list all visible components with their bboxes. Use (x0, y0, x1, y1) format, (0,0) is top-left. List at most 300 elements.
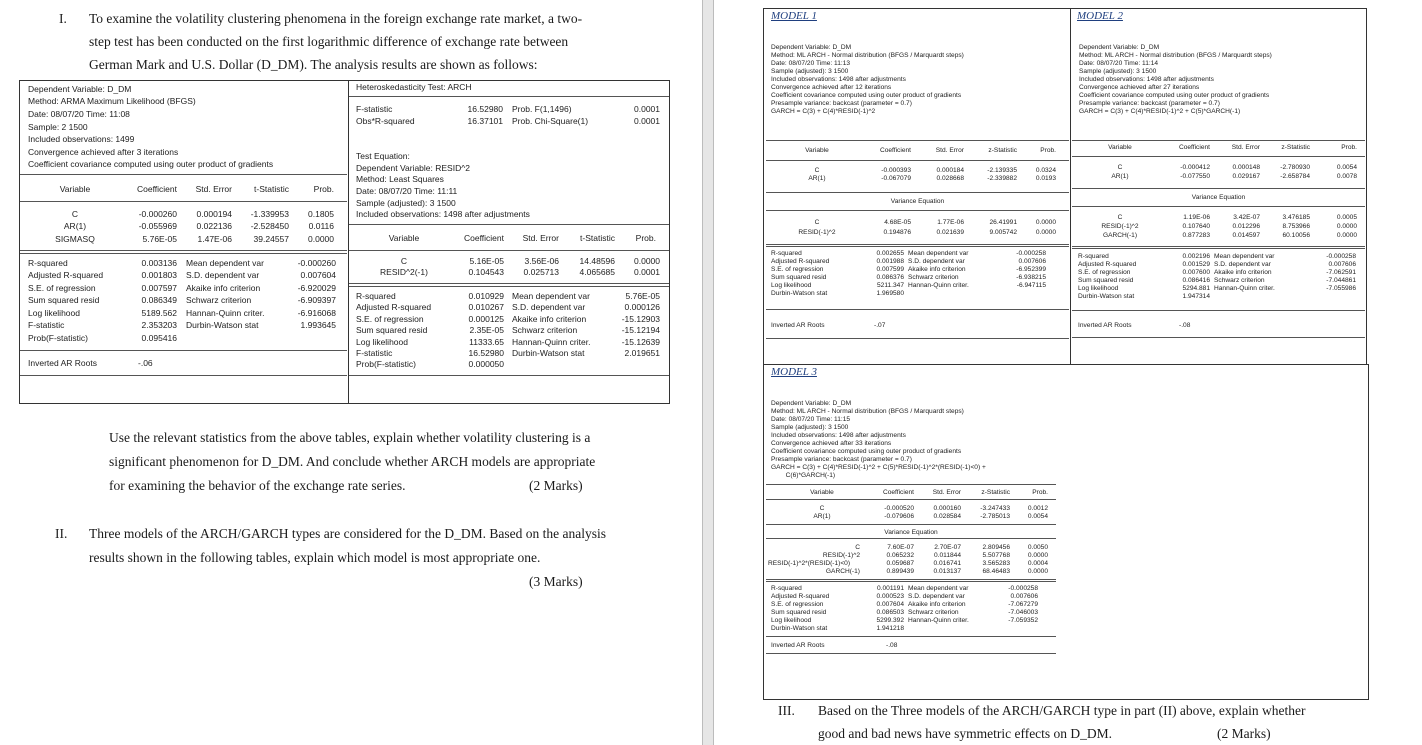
stat-value: -6.909397 (297, 295, 336, 305)
table-rule (766, 140, 1069, 141)
table-cell: 0.028668 (936, 175, 964, 182)
stat-label: Durbin-Watson stat (512, 348, 585, 358)
column-header: Prob. (635, 233, 656, 243)
column-header: Std. Error (932, 489, 961, 496)
output-header-line: Dependent Variable: D_DM (771, 44, 852, 51)
stat-value: 0.007600 (1182, 269, 1210, 276)
output-header-line: GARCH = C(3) + C(4)*RESID(-1)^2 + C(5)*RESID(-1)^2*(RESID(-1)<0) + (771, 464, 986, 471)
table-cell: 3.565283 (982, 560, 1010, 567)
stat-value: 2.35E-05 (469, 325, 504, 335)
question-text-line: good and bad news have symmetric effects on D_DM. (818, 726, 1113, 741)
stat-label: Hannan-Quinn criter. (1214, 285, 1275, 292)
table-cell: -0.079606 (884, 513, 914, 520)
output-header-line: Method: ML ARCH - Normal distribution (BFGS / Marquardt steps) (771, 52, 964, 59)
table-cell: 0.000184 (936, 167, 964, 174)
table-cell: -0.000393 (881, 167, 911, 174)
test-value: 16.37101 (467, 116, 503, 126)
column-header: Variable (810, 489, 834, 496)
roots-value: -.07 (874, 322, 886, 329)
model-label: MODEL 2 (1077, 10, 1123, 22)
table-cell: GARCH(-1) (825, 568, 860, 575)
stat-value: -7.062591 (1326, 269, 1356, 276)
table-cell: 3.56E-06 (524, 256, 559, 266)
output-title: Heteroskedasticity Test: ARCH (356, 82, 472, 92)
stat-value: 0.086416 (1182, 277, 1210, 284)
table-cell: 9.005742 (989, 229, 1017, 236)
stat-value: 0.002196 (1182, 253, 1210, 260)
stat-label: Prob(F-statistic) (28, 333, 88, 343)
table-cell: 0.000148 (1232, 164, 1260, 171)
table-rule (349, 250, 669, 251)
stat-value: -6.947115 (1016, 282, 1046, 289)
table-rule (766, 484, 1056, 485)
stat-value: -0.000260 (297, 258, 336, 268)
table-cell: -0.000520 (884, 505, 914, 512)
table-rule (1072, 310, 1365, 311)
output-header-line: Sample (adjusted): 3 1500 (1079, 68, 1157, 75)
question-text-line: for examining the behavior of the exchange rate series. (109, 478, 406, 493)
table-cell: -2.339882 (987, 175, 1017, 182)
stat-value: 0.007597 (141, 283, 177, 293)
stat-label: Adjusted R-squared (771, 593, 830, 600)
column-header: Coefficient (879, 147, 911, 154)
table-cell: 0.0001 (634, 267, 660, 277)
roots-label: Inverted AR Roots (28, 358, 97, 368)
roots-label: Inverted AR Roots (771, 322, 825, 329)
table-cell: RESID^2(-1) (380, 267, 428, 277)
table-divider (348, 80, 349, 404)
table-cell: -1.339953 (250, 209, 289, 219)
column-header: Prob. (1032, 489, 1048, 496)
table-rule (20, 350, 347, 351)
stat-value: 1.993645 (300, 320, 336, 330)
stat-value: 11333.65 (469, 337, 504, 347)
table-cell: 0.0000 (634, 256, 660, 266)
stat-value: 16.52980 (468, 348, 504, 358)
table-cell: 0.0000 (1035, 229, 1056, 236)
column-header: Coefficient (463, 233, 504, 243)
stat-label: Schwarz criterion (512, 325, 578, 335)
column-header: Std. Error (1231, 144, 1260, 151)
table-cell: GARCH(-1) (1102, 232, 1138, 239)
model-label: MODEL 1 (771, 10, 817, 22)
table-cell: 0.107640 (1182, 223, 1210, 230)
stat-value: 5.76E-05 (625, 291, 660, 301)
table-cell: 0.0000 (1035, 219, 1056, 226)
table-cell: 4.68E-05 (884, 219, 911, 226)
column-header: Coefficient (882, 489, 914, 496)
stat-value: 0.002655 (876, 250, 904, 257)
stat-value: -6.952399 (1016, 266, 1046, 273)
table-cell: C (814, 219, 820, 226)
models-grid-top (763, 8, 1367, 365)
stat-label: Hannan-Quinn criter. (512, 337, 591, 347)
stat-label: S.E. of regression (356, 314, 424, 324)
model-label: MODEL 3 (771, 366, 817, 378)
stat-label: Schwarz criterion (1214, 277, 1265, 284)
column-header: Prob. (1040, 147, 1056, 154)
stat-value: 5294.881 (1182, 285, 1210, 292)
output-header-line: Included observations: 1498 after adjustments (771, 432, 906, 439)
table-cell: 1.19E-06 (1183, 214, 1210, 221)
table-cell: 0.0005 (1336, 214, 1357, 221)
page-gutter (702, 0, 714, 745)
table-rule (766, 499, 1056, 500)
stat-label: Mean dependent var (186, 258, 264, 268)
stat-value: 0.007604 (876, 601, 904, 608)
stat-label: Log likelihood (1078, 285, 1119, 292)
stat-value: 0.010929 (468, 291, 504, 301)
column-header: t-Statistic (580, 233, 615, 243)
stat-value: -7.067279 (1008, 601, 1038, 608)
table-rule (349, 286, 669, 287)
table-cell: 0.0000 (1336, 232, 1357, 239)
test-value: 0.0001 (634, 104, 660, 114)
table-cell: 0.0000 (1027, 568, 1048, 575)
marks-label: (2 Marks) (529, 478, 583, 493)
stat-label: S.E. of regression (771, 266, 824, 273)
stat-label: Log likelihood (28, 308, 80, 318)
roots-label: Inverted AR Roots (1078, 322, 1132, 329)
question-number: III. (778, 703, 795, 718)
table-rule (766, 636, 1056, 637)
stat-label: Hannan-Quinn criter. (908, 617, 969, 624)
table-cell: 0.0193 (1035, 175, 1056, 182)
stat-label: S.E. of regression (771, 601, 824, 608)
stat-value: 0.001988 (876, 258, 904, 265)
output-header-line: Date: 08/07/20 Time: 11:11 (356, 186, 458, 196)
output-header-line: Sample: 2 1500 (28, 122, 88, 132)
output-header-line: Coefficient covariance computed using outer product of gradients (771, 92, 962, 99)
stat-value: 2.019651 (624, 348, 660, 358)
stat-value: 0.007606 (1018, 258, 1046, 265)
stat-label: S.D. dependent var (512, 302, 586, 312)
stat-label: Sum squared resid (1078, 277, 1134, 284)
table-cell: 0.011844 (933, 552, 961, 559)
marks-label: (3 Marks) (529, 574, 583, 589)
table-cell: 4.065685 (579, 267, 615, 277)
test-label: F-statistic (356, 104, 393, 114)
table-cell: -2.780930 (1280, 164, 1310, 171)
table-rule (766, 538, 1056, 539)
stat-value: -7.059352 (1008, 617, 1038, 624)
table-rule (766, 581, 1056, 582)
stat-value: -15.12639 (621, 337, 660, 347)
table-cell: RESID(-1)^2 (822, 552, 860, 559)
table-cell: 0.194876 (883, 229, 911, 236)
table-cell: 2.70E-07 (934, 544, 961, 551)
stat-value: 0.001803 (141, 270, 177, 280)
test-value: 16.52980 (467, 104, 503, 114)
output-header-line: Dependent Variable: D_DM (771, 400, 852, 407)
table-cell: 0.029167 (1232, 173, 1260, 180)
table-rule (766, 246, 1069, 247)
table-cell: -2.785013 (980, 513, 1010, 520)
table-cell: -0.067079 (881, 175, 911, 182)
stat-label: Akaike info criterion (1214, 269, 1272, 276)
stat-value: -6.920029 (297, 283, 336, 293)
output-header-line: Presample variance: backcast (parameter = 0.7) (771, 456, 912, 463)
output-header-line: Included observations: 1499 (28, 134, 135, 144)
output-header-line: Convergence achieved after 3 iterations (28, 147, 179, 157)
table-rule (766, 210, 1069, 211)
stat-value: -6.938215 (1016, 274, 1046, 281)
section-title: Variance Equation (890, 198, 945, 205)
stat-value: 0.001191 (876, 585, 904, 592)
table-cell: 0.065232 (886, 552, 914, 559)
table-cell: AR(1) (808, 175, 826, 182)
table-rule (349, 96, 669, 97)
stat-value: 0.007604 (300, 270, 336, 280)
table-cell: 0.013137 (933, 568, 961, 575)
table-rule (766, 309, 1069, 310)
stat-value: -0.000258 (1008, 585, 1038, 592)
stat-label: R-squared (771, 250, 802, 257)
stat-label: R-squared (1078, 253, 1109, 260)
question-number: I. (59, 11, 67, 26)
table-cell: -0.077550 (1180, 173, 1210, 180)
table-cell: 0.012296 (1232, 223, 1260, 230)
stat-value: -0.000258 (1016, 250, 1046, 257)
column-header: z-Statistic (981, 489, 1010, 496)
stat-label: S.E. of regression (28, 283, 96, 293)
output-header-line: Date: 08/07/20 Time: 11:13 (771, 60, 851, 67)
stat-value: -0.000258 (1326, 253, 1356, 260)
column-header: z-Statistic (1281, 144, 1310, 151)
output-header-line: Method: ML ARCH - Normal distribution (BFGS / Marquardt steps) (1079, 52, 1272, 59)
table-cell: -3.247433 (980, 505, 1010, 512)
output-header-line: Included observations: 1498 after adjustments (771, 76, 906, 83)
table-rule (766, 524, 1056, 525)
stat-label: Durbin-Watson stat (186, 320, 259, 330)
table-cell: 0.022136 (196, 221, 232, 231)
stat-label: Schwarz criterion (186, 295, 252, 305)
output-header-line: Dependent Variable: D_DM (1079, 44, 1160, 51)
column-header: Coefficient (136, 184, 177, 194)
right-page (714, 0, 1422, 745)
output-header-line: Presample variance: backcast (parameter = 0.7) (1079, 100, 1220, 107)
question-text-line: German Mark and U.S. Dollar (D_DM). The analysis results are shown as follows: (89, 57, 538, 72)
stat-label: R-squared (28, 258, 68, 268)
table-cell: C (814, 167, 820, 174)
column-header: Variable (1108, 144, 1132, 151)
table-cell: 68.46483 (982, 568, 1010, 575)
table-cell: 0.0000 (1336, 223, 1357, 230)
table-cell: AR(1) (63, 221, 87, 231)
output-header-line: Convergence achieved after 27 iterations (1079, 84, 1200, 91)
table-rule (349, 283, 669, 284)
table-cell: 5.76E-05 (142, 234, 177, 244)
table-rule (766, 653, 1056, 654)
table-cell: 5.16E-05 (469, 256, 504, 266)
table-rule (20, 250, 347, 251)
output-header-line: Convergence achieved after 12 iterations (771, 84, 892, 91)
table-cell: -2.528450 (250, 221, 289, 231)
stat-value: 1.969580 (876, 290, 904, 297)
stat-value: 1.947314 (1182, 293, 1210, 300)
table-cell: 14.48596 (579, 256, 615, 266)
stat-value: 0.000050 (468, 359, 504, 369)
stat-value: -7.046003 (1008, 609, 1038, 616)
table-cell: 0.0000 (1027, 552, 1048, 559)
column-header: z-Statistic (988, 147, 1017, 154)
output-header-line: Method: ML ARCH - Normal distribution (BFGS / Marquardt steps) (771, 408, 964, 415)
stat-label: S.D. dependent var (186, 270, 260, 280)
stat-label: Sum squared resid (28, 295, 100, 305)
output-header-line: Coefficient covariance computed using outer product of gradients (1079, 92, 1270, 99)
stat-value: 0.000126 (624, 302, 660, 312)
table-cell: 3.476185 (1282, 214, 1310, 221)
stat-value: 0.086503 (876, 609, 904, 616)
table-cell: 0.104543 (468, 267, 504, 277)
output-header-line: GARCH = C(3) + C(4)*RESID(-1)^2 + C(5)*GARCH(-1) (1079, 108, 1241, 115)
table-cell: 8.753966 (1282, 223, 1310, 230)
stat-value: -7.055986 (1326, 285, 1356, 292)
question-number: II. (55, 526, 68, 541)
question-text-line: To examine the volatility clustering phenomena in the foreign exchange rate market, a two- (89, 11, 583, 26)
output-header-line: Dependent Variable: D_DM (28, 84, 132, 94)
column-header: t-Statistic (254, 184, 289, 194)
stat-label: Log likelihood (356, 337, 408, 347)
output-header-line: Method: ARMA Maximum Likelihood (BFGS) (28, 96, 196, 106)
table-cell: C (1117, 214, 1123, 221)
table-rule (1072, 188, 1365, 189)
stat-label: Durbin-Watson stat (1078, 293, 1135, 300)
stat-label: F-statistic (356, 348, 393, 358)
stat-label: Mean dependent var (1214, 253, 1275, 260)
stat-label: S.D. dependent var (908, 258, 965, 265)
marks-label: (2 Marks) (1217, 726, 1271, 741)
stat-value: 0.001529 (1182, 261, 1210, 268)
stat-label: Hannan-Quinn criter. (186, 308, 265, 318)
stat-label: Adjusted R-squared (1078, 261, 1137, 268)
roots-value: -.08 (886, 642, 898, 649)
output-header-line: Convergence achieved after 33 iterations (771, 440, 892, 447)
table-cell: 0.000194 (196, 209, 232, 219)
stat-value: -15.12194 (621, 325, 660, 335)
table-cell: C (400, 256, 408, 266)
stat-value: -6.916068 (297, 308, 336, 318)
stat-label: F-statistic (28, 320, 65, 330)
stat-label: Durbin-Watson stat (771, 290, 828, 297)
stat-value: 0.003136 (141, 258, 177, 268)
table-cell: -2.139335 (987, 167, 1017, 174)
question-text-line: Three models of the ARCH/GARCH types are considered for the D_DM. Based on the analysis (89, 526, 607, 541)
question-text-line: Based on the Three models of the ARCH/GARCH type in part (II) above, explain whether (818, 703, 1306, 718)
stat-value: 0.086349 (141, 295, 177, 305)
stat-value: 2.353203 (141, 320, 177, 330)
stat-label: Log likelihood (771, 617, 812, 624)
stat-value: 0.000523 (876, 593, 904, 600)
table-cell: C (71, 209, 79, 219)
table-cell: 0.059687 (886, 560, 914, 567)
stat-label: S.E. of regression (1078, 269, 1131, 276)
table-rule (766, 244, 1069, 245)
stat-label: R-squared (356, 291, 396, 301)
table-cell: SIGMASQ (55, 234, 95, 244)
stat-label: Adjusted R-squared (28, 270, 104, 280)
question-text-line: step test has been conducted on the first logarithmic difference of exchange rate between (89, 34, 569, 49)
stat-label: S.D. dependent var (908, 593, 965, 600)
column-header: Coefficient (1178, 144, 1210, 151)
stat-value: 0.000125 (468, 314, 504, 324)
stat-label: Hannan-Quinn criter. (908, 282, 969, 289)
table-cell: 5.507768 (982, 552, 1010, 559)
table-cell: 0.0004 (1027, 560, 1048, 567)
output-header-line: GARCH = C(3) + C(4)*RESID(-1)^2 (771, 108, 876, 115)
stat-label: Sum squared resid (771, 609, 827, 616)
table-cell: 39.24557 (253, 234, 289, 244)
stat-label: Akaike info criterion (908, 266, 966, 273)
table-cell: 26.41991 (989, 219, 1017, 226)
column-header: Std. Error (195, 184, 232, 194)
stat-label: Log likelihood (771, 282, 812, 289)
table-cell: 0.0000 (308, 234, 334, 244)
stat-value: 5299.392 (876, 617, 904, 624)
table-cell: C (819, 505, 825, 512)
table-cell: 3.42E-07 (1233, 214, 1260, 221)
table-cell: 0.016741 (933, 560, 961, 567)
stat-label: R-squared (771, 585, 802, 592)
section-title: Variance Equation (884, 529, 938, 536)
stat-label: Akaike info criterion (908, 601, 966, 608)
table-cell: RESID(-1)^2*(RESID(-1)<0) (768, 560, 851, 567)
table-cell: 0.877283 (1182, 232, 1210, 239)
stat-label: Prob(F-statistic) (356, 359, 416, 369)
stat-value: 5211.347 (876, 282, 904, 289)
stat-label: Akaike info criterion (512, 314, 587, 324)
table-cell: 7.60E-07 (887, 544, 914, 551)
table-cell: 0.000160 (933, 505, 961, 512)
test-label: Prob. F(1,1496) (512, 104, 572, 114)
stat-label: Mean dependent var (908, 250, 969, 257)
table-cell: 60.10056 (1282, 232, 1310, 239)
stat-value: 1.941218 (876, 625, 904, 632)
table-cell: 0.0078 (1336, 173, 1357, 180)
table-rule (20, 201, 347, 202)
stat-label: Akaike info criterion (186, 283, 261, 293)
table-cell: RESID(-1)^2 (798, 229, 836, 236)
table-rule (349, 224, 669, 225)
table-rule (1072, 248, 1365, 249)
column-header: Std. Error (522, 233, 559, 243)
stat-label: Adjusted R-squared (771, 258, 830, 265)
stat-label: Sum squared resid (356, 325, 428, 335)
stat-value: 0.007599 (876, 266, 904, 273)
table-cell: -2.658784 (1280, 173, 1310, 180)
question-text-line: significant phenomenon for D_DM. And conclude whether ARCH models are appropriate (109, 454, 596, 469)
table-cell: AR(1) (1111, 173, 1129, 180)
table-cell: -0.000260 (138, 209, 177, 219)
table-cell: 1.47E-06 (197, 234, 232, 244)
output-header-line: Date: 08/07/20 Time: 11:14 (1079, 60, 1159, 67)
stat-value: 0.010267 (468, 302, 504, 312)
section-title: Variance Equation (1191, 194, 1246, 201)
roots-value: -.06 (138, 358, 153, 368)
output-header-line: Sample (adjusted): 3 1500 (356, 198, 456, 208)
table-rule (20, 174, 347, 175)
table-cell: 0.1805 (308, 209, 334, 219)
stat-value: -7.044861 (1326, 277, 1356, 284)
roots-value: -.08 (1179, 322, 1191, 329)
table-rule (1072, 156, 1365, 157)
table-cell: 0.014597 (1232, 232, 1260, 239)
stat-value: 0.095416 (141, 333, 177, 343)
output-header-line: Date: 08/07/20 Time: 11:15 (771, 416, 851, 423)
table-rule (1072, 140, 1365, 141)
table-cell: 0.021639 (936, 229, 964, 236)
table-cell: -0.055969 (138, 221, 177, 231)
